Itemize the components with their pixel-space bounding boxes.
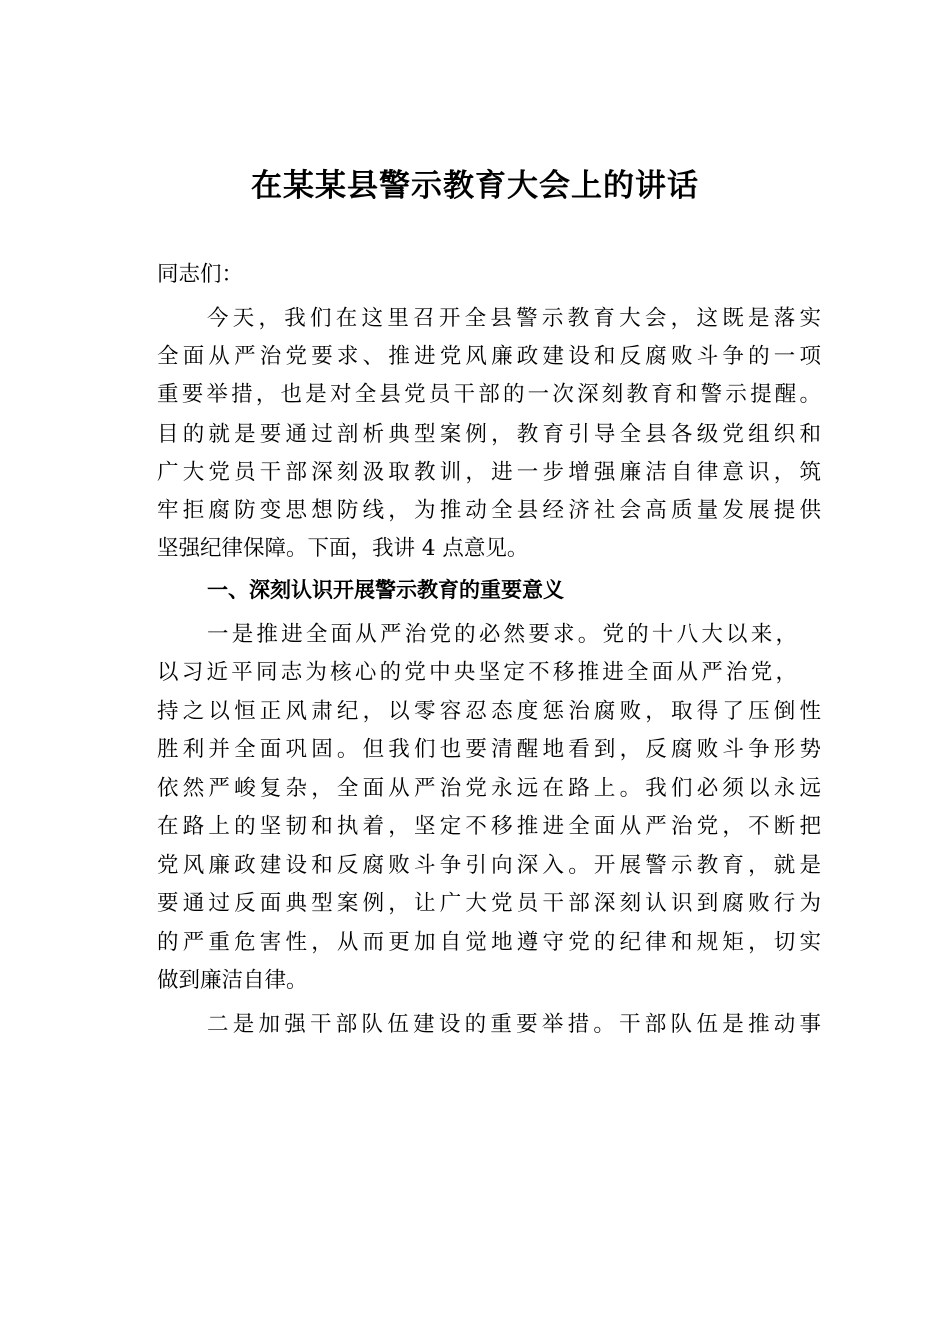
paragraph-line: 目的就是要通过剖析典型案例，教育引导全县各级党组织和 <box>157 422 821 447</box>
paragraph-line: 在路上的坚韧和执着，坚定不移推进全面从严治党，不断把 <box>157 814 821 839</box>
paragraph-line: 二是加强干部队伍建设的重要举措。干部队伍是推动事 <box>207 1012 821 1037</box>
section-heading: 一、深刻认识开展警示教育的重要意义 <box>207 578 564 602</box>
paragraph-line: 依然严峻复杂，全面从严治党永远在路上。我们必须以永远 <box>157 776 821 801</box>
paragraph-line: 做到廉洁自律。 <box>157 968 308 993</box>
paragraph-line: 今天，我们在这里召开全县警示教育大会，这既是落实 <box>207 306 821 331</box>
paragraph-line: 的严重危害性，从而更加自觉地遵守党的纪律和规矩，切实 <box>157 930 821 955</box>
paragraph-line: 要通过反面典型案例，让广大党员干部深刻认识到腐败行为 <box>157 891 821 916</box>
paragraph-line: 全面从严治党要求、推进党风廉政建设和反腐败斗争的一项 <box>157 344 821 369</box>
document-title: 在某某县警示教育大会上的讲话 <box>251 168 699 204</box>
paragraph-line: 广大党员干部深刻汲取教训，进一步增强廉洁自律意识，筑 <box>157 460 821 485</box>
paragraph-line: 持之以恒正风肃纪，以零容忍态度惩治腐败，取得了压倒性 <box>157 699 821 724</box>
paragraph-line: 以习近平同志为核心的党中央坚定不移推进全面从严治党， <box>157 660 797 685</box>
paragraph-line: 牢拒腐防变思想防线，为推动全县经济社会高质量发展提供 <box>157 498 821 523</box>
paragraph-line: 坚强纪律保障。下面，我讲 4 点意见。 <box>157 536 529 561</box>
paragraph-line: 一是推进全面从严治党的必然要求。党的十八大以来， <box>207 622 797 647</box>
paragraph-line: 党风廉政建设和反腐败斗争引向深入。开展警示教育，就是 <box>157 853 821 878</box>
paragraph-line: 重要举措，也是对全县党员干部的一次深刻教育和警示提醒。 <box>157 382 821 407</box>
salutation: 同志们： <box>157 262 244 287</box>
paragraph-line: 胜利并全面巩固。但我们也要清醒地看到，反腐败斗争形势 <box>157 737 821 762</box>
